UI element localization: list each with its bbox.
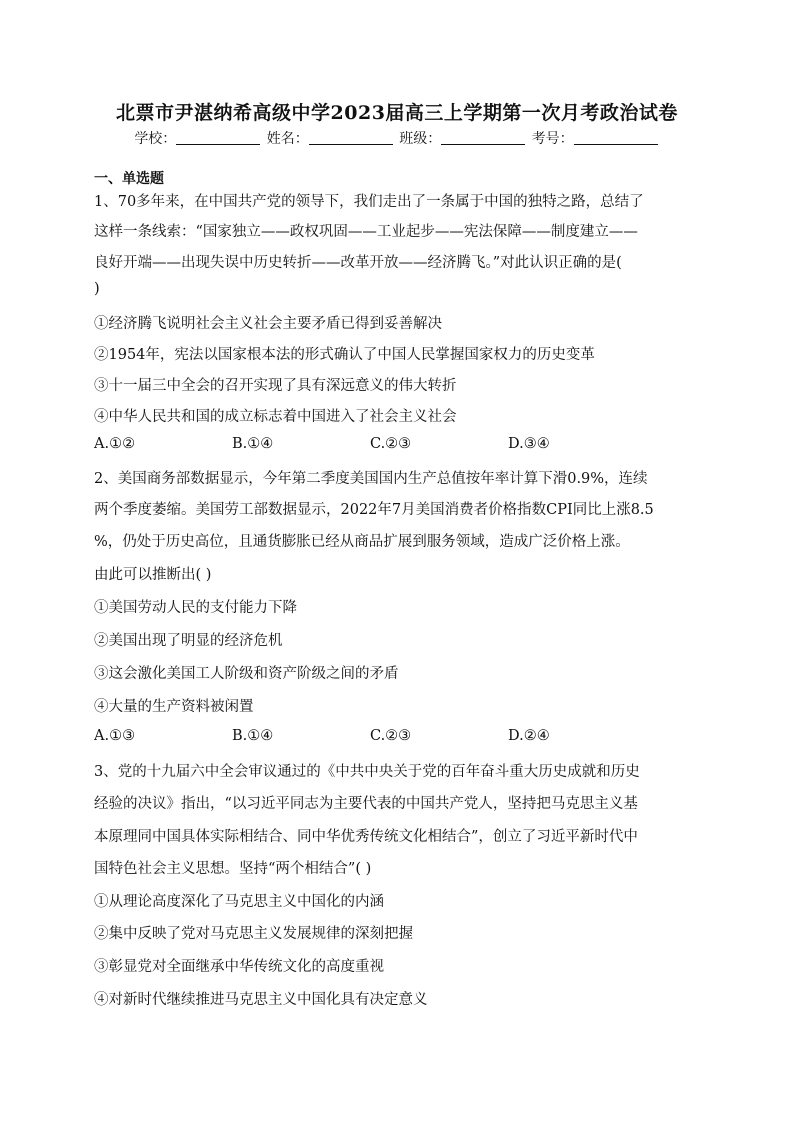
q3-statement: ④对新时代继续推进马克思主义中国化具有决定意义	[94, 992, 428, 1008]
school-blank[interactable]	[176, 130, 260, 145]
q1-stem-line: 良好开端——出现失误中历史转折——改革开放——经济腾飞。”对此认识正确的是(	[94, 255, 622, 271]
class-blank[interactable]	[441, 130, 525, 145]
q2-statement: ④大量的生产资料被闲置	[94, 699, 254, 715]
q1-statement: ③十一届三中全会的召开实现了具有深远意义的伟大转折	[94, 378, 457, 394]
q2-statement: ②美国出现了明显的经济危机	[94, 633, 283, 649]
q3-stem-line: 3、党的十九届六中全会审议通过的《中共中央关于党的百年奋斗重大历史成就和历史	[94, 764, 640, 780]
q2-option-a[interactable]: A.①③	[94, 728, 136, 744]
q3-statement: ②集中反映了党对马克思主义发展规律的深刻把握	[94, 926, 413, 942]
q2-option-b[interactable]: B.①④	[232, 728, 274, 744]
q2-statement: ③这会激化美国工人阶级和资产阶级之间的矛盾	[94, 666, 399, 682]
q1-option-d[interactable]: D.③④	[508, 436, 550, 452]
q3-statement: ①从理论高度深化了马克思主义中国化的内涵	[94, 894, 384, 910]
q1-options	[94, 436, 646, 452]
q2-options	[94, 728, 646, 744]
exam-number-blank[interactable]	[574, 130, 658, 145]
q2-statement: ①美国劳动人民的支付能力下降	[94, 600, 297, 616]
class-label: 班级：	[399, 131, 442, 147]
q2-stem-line: 由此可以推断出( )	[94, 567, 212, 583]
q2-option-d[interactable]: D.②④	[508, 728, 550, 744]
q3-statement: ③彰显党对全面继承中华传统文化的高度重视	[94, 959, 384, 975]
school-label: 学校：	[134, 131, 177, 147]
q3-stem-line: 经验的决议》指出，“以习近平同志为主要代表的中国共产党人，坚持把马克思主义基	[94, 796, 638, 812]
exam-title: 北票市尹湛纳希高级中学2023届高三上学期第一次月考政治试卷	[116, 102, 678, 124]
q1-stem-line: )	[94, 281, 100, 297]
q3-stem-line: 国特色社会主义思想。坚持“两个相结合”( )	[94, 861, 372, 877]
q1-option-b[interactable]: B.①④	[232, 436, 274, 452]
q3-stem-line: 本原理同中国具体实际相结合、同中华优秀传统文化相结合”，创立了习近平新时代中	[94, 829, 638, 845]
exam-number-label: 考号：	[531, 131, 574, 147]
q2-stem-line: 两个季度萎缩。美国劳工部数据显示，2022年7月美国消费者价格指数CPI同比上涨8.5	[94, 502, 654, 518]
q2-stem-line: %，仍处于历史高位，且通货膨胀已经从商品扩展到服务领域，造成广泛价格上涨。	[94, 534, 630, 550]
q2-stem-line: 2、美国商务部数据显示，今年第二季度美国国内生产总值按年率计算下滑0.9%，连续	[94, 471, 648, 487]
section-heading: 一、单选题	[94, 171, 164, 187]
q2-option-c[interactable]: C.②③	[370, 728, 412, 744]
q1-option-c[interactable]: C.②③	[370, 436, 412, 452]
name-label: 姓名：	[266, 131, 309, 147]
student-info-row	[0, 128, 794, 148]
q1-statement: ④中华人民共和国的成立标志着中国进入了社会主义社会	[94, 409, 457, 425]
q1-stem-line: 1、70多年来，在中国共产党的领导下，我们走出了一条属于中国的独特之路，总结了	[94, 194, 644, 210]
q1-statement: ①经济腾飞说明社会主义社会主要矛盾已得到妥善解决	[94, 316, 442, 332]
name-blank[interactable]	[309, 130, 393, 145]
q1-statement: ②1954年，宪法以国家根本法的形式确认了中国人民掌握国家权力的历史变革	[94, 347, 595, 363]
q1-option-a[interactable]: A.①②	[94, 436, 136, 452]
q1-stem-line: 这样一条线索：“国家独立——政权巩固——工业起步——宪法保障——制度建立——	[94, 224, 638, 240]
